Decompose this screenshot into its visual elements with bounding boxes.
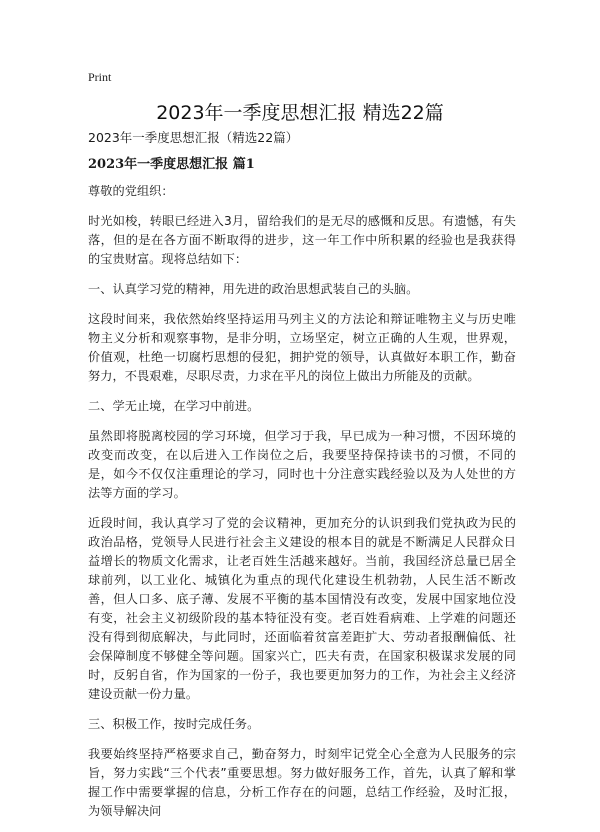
paragraph-one: 这段时间来，我依然始终坚持运用马列主义的方法论和辩证唯物主义与历史唯物主义分析和观察事物，是非分明，立场坚定，树立正确的人生观，世界观，价值观，杜绝一切腐朽思想的侵犯，拥护党的领导，认真做好本职工作，勤奋努力，不畏艰难，尽职尽责，力求在平凡的岗位上做出力所能及的贡献。	[88, 312, 516, 383]
print-link[interactable]: Print	[88, 70, 112, 84]
paragraph-intro: 时光如梭，转眼已经进入3月，留给我们的是无尽的感慨和反思。有遗憾，有失落，但的是在各方面不断取得的进步，这一年工作中所积累的经验也是我获得的宝贵财富。现将总结如下：	[88, 214, 516, 266]
heading-two: 二、学无止境，在学习中前进。	[88, 399, 260, 413]
document-subtitle: 2023年一季度思想汇报（精选22篇）	[88, 130, 299, 145]
paragraph-two: 虽然即将脱离校园的学习环境，但学习于我，早已成为一种习惯，不因环境的改变而改变，在以后进入工作岗位之后，我要坚持保持读书的习惯，不同的是，如今不仅仅注重理论的学习，同时也十分注意实践经验以及为人处世的方法等方面的学习。	[88, 429, 516, 500]
document-body	[88, 128, 516, 832]
paragraph-three: 近段时间，我认真学习了党的会议精神，更加充分的认识到我们党执政为民的政治品格，党领导人民进行社会主义建设的根本目的就是不断满足人民群众日益增长的物质文化需求，让老百姓生活越来越好。当前，我国经济总量已居全球前列，以工业化、城镇化为重点的现代化建设生机勃勃，人民生活不断改善，但人口多、底子薄、发展不平衡的基本国情没有改变，发展中国家地位没有变，社会主义初级阶段的基本特征没有变。老百姓看病难、上学难的问题还没有得到彻底解决，与此同时，还面临着贫富差距扩大、劳动者报酬偏低、社会保障制度不够健全等问题。国家兴亡，匹夫有责，在国家积极谋求发展的同时，反躬自省，作为国家的一份子，我也要更加努力的工作，为社会主义经济建设贡献一份力量。	[88, 516, 516, 701]
document-title: 2023年一季度思想汇报 精选22篇	[156, 102, 444, 124]
paragraph-four: 我要始终坚持严格要求自己，勤奋努力，时刻牢记党全心全意为人民服务的宗旨，努力实践“三个代表”重要思想。努力做好服务工作，首先，认真了解和掌握工作中需要掌握的信息，分析工作存在的问题，总结工作经验，及时汇报，为领导解决问	[88, 747, 516, 818]
heading-one: 一、认真学习党的精神，用先进的政治思想武装自己的头脑。	[88, 282, 419, 296]
section-heading: 2023年一季度思想汇报 篇1	[88, 157, 255, 172]
heading-three: 三、积极工作，按时完成任务。	[88, 717, 260, 731]
salutation: 尊敬的党组织：	[88, 184, 174, 198]
